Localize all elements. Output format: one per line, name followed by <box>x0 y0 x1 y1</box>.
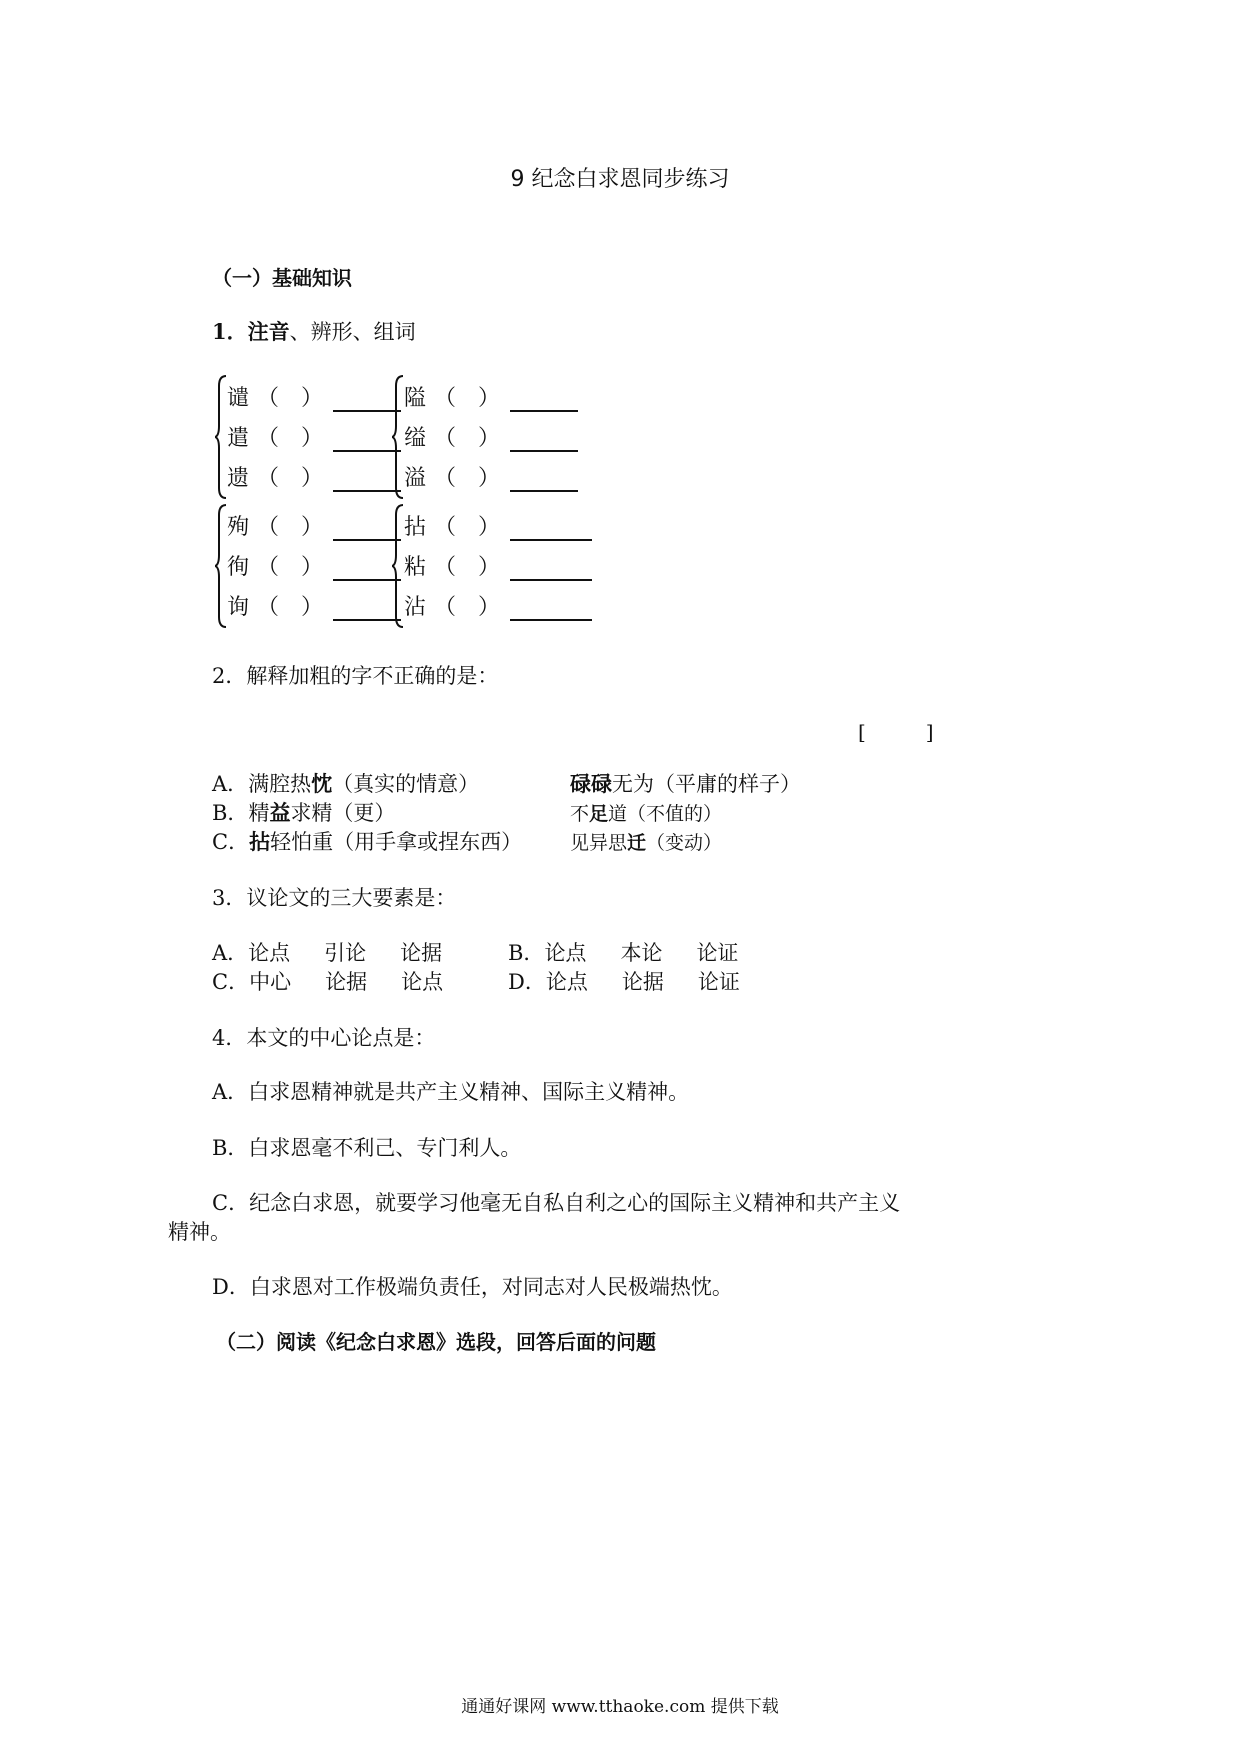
option-item: 论据 <box>325 970 368 994</box>
pinyin-paren: （ ） <box>257 514 324 540</box>
char: 徇 <box>227 554 250 580</box>
answer-blank[interactable] <box>510 420 578 452</box>
brace-icon <box>392 374 402 500</box>
option-letter: D． <box>508 970 546 994</box>
option-bold-char: 碌碌 <box>570 771 612 796</box>
pinyin-paren: （ ） <box>257 425 324 451</box>
char-row <box>404 583 592 627</box>
option-text: 无为（平庸的样子） <box>612 772 801 796</box>
char-row <box>227 414 401 458</box>
option-item: 论证 <box>697 970 740 994</box>
pinyin-paren: （ ） <box>257 554 324 580</box>
char: 遗 <box>227 465 250 491</box>
option-bold-char: 迁 <box>627 832 647 854</box>
answer-blank[interactable] <box>333 589 401 621</box>
q3-option-b <box>508 937 738 967</box>
q3-option-d <box>508 966 740 996</box>
brace-icon <box>392 503 402 629</box>
option-text: （变动） <box>646 832 723 854</box>
pinyin-paren: （ ） <box>257 385 324 411</box>
char: 隘 <box>404 385 427 411</box>
q4-option-a: A．白求恩精神就是共产主义精神、国际主义精神。 <box>212 1080 690 1104</box>
q2-option-b <box>212 797 395 827</box>
option-item: 中心 <box>249 970 292 994</box>
char-row <box>404 503 592 547</box>
option-letter: A． <box>212 772 249 796</box>
answer-blank[interactable] <box>510 380 578 412</box>
option-item: 论点 <box>248 941 291 965</box>
pinyin-paren: （ ） <box>434 514 501 540</box>
question-1-stem <box>212 316 416 346</box>
answer-blank[interactable] <box>510 509 592 541</box>
char-row <box>227 454 401 498</box>
char-row <box>227 583 401 627</box>
option-item: 论点 <box>545 970 588 994</box>
section-heading-basics: （一）基础知识 <box>212 266 352 290</box>
q3-option-a <box>212 937 442 967</box>
option-text: 见异思 <box>570 832 628 854</box>
q4-option-c-continued: 精神。 <box>168 1220 231 1244</box>
char-row <box>227 503 401 547</box>
char-row <box>227 374 401 418</box>
question-1-bold-label: 注音 <box>247 319 290 344</box>
char: 溢 <box>404 465 427 491</box>
option-letter: B． <box>212 801 249 825</box>
option-item: 论据 <box>621 970 664 994</box>
question-3-stem: 3．议论文的三大要素是： <box>212 886 457 910</box>
option-bold-char: 益 <box>269 800 291 825</box>
char: 殉 <box>227 514 250 540</box>
answer-bracket[interactable]: [ ] <box>858 720 934 744</box>
char: 遣 <box>227 425 250 451</box>
char-row <box>404 454 578 498</box>
option-letter: A． <box>212 941 249 965</box>
pinyin-paren: （ ） <box>257 594 324 620</box>
answer-blank[interactable] <box>333 380 401 412</box>
answer-blank[interactable] <box>333 460 401 492</box>
q2-option-a <box>212 768 479 798</box>
q2-option-a-right <box>570 768 801 798</box>
question-4-stem: 4．本文的中心论点是： <box>212 1026 436 1050</box>
option-item: 论点 <box>401 970 444 994</box>
char: 谴 <box>227 385 250 411</box>
char-row <box>227 543 401 587</box>
option-bold-char: 足 <box>589 803 609 825</box>
option-text: 满腔热 <box>248 772 312 796</box>
q2-option-b-right <box>570 799 722 826</box>
brace-icon <box>215 503 225 629</box>
brace-icon <box>215 374 225 500</box>
pinyin-paren: （ ） <box>434 554 501 580</box>
question-2-stem: 2．解释加粗的字不正确的是： <box>212 664 499 688</box>
char: 粘 <box>404 554 427 580</box>
option-letter: C． <box>212 830 250 854</box>
option-item: 论点 <box>544 941 587 965</box>
option-item: 论证 <box>696 941 739 965</box>
answer-blank[interactable] <box>333 509 401 541</box>
q2-option-c-right <box>570 828 722 855</box>
answer-blank[interactable] <box>333 420 401 452</box>
option-letter: B． <box>508 941 545 965</box>
q4-option-b: B．白求恩毫不利己、专门利人。 <box>212 1136 522 1160</box>
answer-blank[interactable] <box>333 549 401 581</box>
option-item: 引论 <box>324 941 367 965</box>
question-1-number: 1． <box>212 319 248 344</box>
option-text: 求精（更） <box>290 801 396 825</box>
char-row <box>404 543 592 587</box>
option-text: 轻怕重（用手拿或捏东西） <box>270 830 523 854</box>
char-row <box>404 414 578 458</box>
pinyin-paren: （ ） <box>434 594 501 620</box>
option-text: 精 <box>248 801 270 825</box>
char: 拈 <box>404 514 427 540</box>
pinyin-paren: （ ） <box>434 425 501 451</box>
option-letter: C． <box>212 970 250 994</box>
answer-blank[interactable] <box>510 589 592 621</box>
footer: 通通好课网 www.tthaoke.com 提供下载 <box>461 1697 779 1717</box>
pinyin-paren: （ ） <box>434 385 501 411</box>
section-heading-reading: （二）阅读《纪念白求恩》选段，回答后面的问题 <box>216 1330 656 1354</box>
option-bold-char: 拈 <box>249 829 271 854</box>
option-text: （真实的情意） <box>332 772 480 796</box>
q4-option-c: C．纪念白求恩，就要学习他毫无自私自利之心的国际主义精神和共产主义 <box>212 1191 901 1215</box>
answer-blank[interactable] <box>510 460 578 492</box>
option-text: 不 <box>570 803 590 825</box>
q4-option-d: D．白求恩对工作极端负责任，对同志对人民极端热忱。 <box>212 1275 733 1299</box>
option-item: 本论 <box>620 941 663 965</box>
pinyin-paren: （ ） <box>434 465 501 491</box>
pinyin-paren: （ ） <box>257 465 324 491</box>
char: 沾 <box>404 594 427 620</box>
option-bold-char: 忱 <box>311 771 333 796</box>
q2-option-c <box>212 826 522 856</box>
char: 询 <box>227 594 250 620</box>
page-title: 9 纪念白求恩同步练习 <box>510 167 730 192</box>
char-row <box>404 374 578 418</box>
answer-blank[interactable] <box>510 549 592 581</box>
q3-option-c <box>212 966 443 996</box>
option-text: 道（不值的） <box>608 803 723 825</box>
char: 缢 <box>404 425 427 451</box>
option-item: 论据 <box>400 941 443 965</box>
question-1-label: 、辨形、组词 <box>289 320 416 344</box>
